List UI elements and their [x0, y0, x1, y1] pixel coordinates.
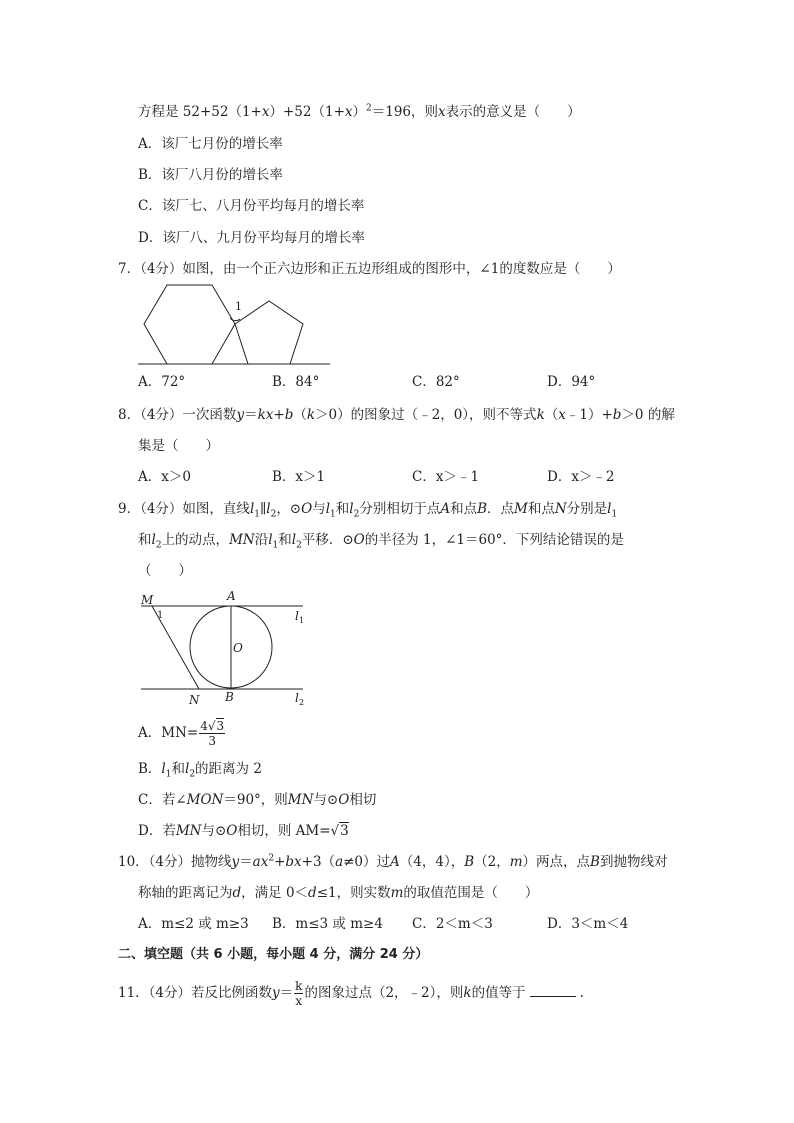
answer-blank[interactable]: [530, 983, 576, 997]
q7-figure: [130, 280, 335, 370]
q6-stem: 方程是 $52+52(1+x)+52(1+x)^2=196$，则x表示的意义是（ ）: [138, 103, 581, 120]
q7-option-a: A．72°: [138, 374, 186, 390]
q7-stem: 7．（4分）如图，由一个正六边形和正五边形组成的图形中，∠1的度数应是（ ）: [118, 261, 621, 277]
q8-stem-line2: 集是（ ）: [138, 438, 219, 454]
q9-label-m: M: [141, 593, 154, 607]
q6-option-c: C．该厂七、八月份平均每月的增长率: [138, 198, 365, 214]
q9-label-n: N: [189, 693, 200, 707]
q9-label-one: 1: [157, 610, 164, 621]
q9-option-d: D．若MN与⊙O相切，则 AM=√3: [138, 823, 349, 839]
q10-option-c: C．2＜m＜3: [412, 916, 493, 932]
q7-hexagon: [144, 285, 235, 364]
q11-stem: 11．（4分）若反比例函数y＝ $\frac{k}{x}$ 的图象过点（2，﹣2），则k的值等于 .: [118, 979, 584, 1008]
q9-option-a: A．MN= $\frac{4√3}{3}$: [138, 719, 225, 748]
q8-option-c: C．x＞﹣1: [412, 469, 480, 485]
q9-label-o: O: [233, 641, 243, 655]
q6-option-a: A．该厂七月份的增长率: [138, 136, 283, 152]
q9-label-l2-sub: 2: [299, 698, 305, 707]
q10-option-d: D．3＜m＜4: [547, 916, 629, 932]
q9-option-b: B．$l_1$和$l_2$的距离为 2: [138, 761, 262, 780]
q9-stem-line1: 9．（4分）如图，直线$l_1\parallel l_2$，⊙O与$l_1$和$l_2$分别相切于点A和点B．点M和点N分别是$l_1$: [118, 501, 618, 520]
q10-stem-line1: 10．（4分）抛物线$y=ax^2+bx+3(a\ne 0)$过A（4，4），B（2，m）两点，点B到抛物线对: [118, 853, 668, 870]
q10-option-a: A．m≤2 或 m≥3: [138, 916, 249, 932]
q8-option-d: D．x＞﹣2: [547, 469, 615, 485]
q9-option-c: C．若∠MON＝90°，则MN与⊙O相切: [138, 792, 377, 808]
q7-option-d: D．94°: [547, 374, 596, 390]
q9-label-b: B: [225, 690, 234, 704]
q7-angle-label: 1: [235, 300, 242, 313]
q9-figure: [135, 586, 315, 708]
q9-stem-line2: 和$l_2$上的动点，MN沿$l_1$和$l_2$平移．⊙O的半径为 1，∠1＝60°．下列结论错误的是: [138, 532, 624, 551]
q9-label-l2: l: [295, 691, 299, 705]
q9-label-l1: l: [295, 609, 299, 623]
q6-option-d: D．该厂八、九月份平均每月的增长率: [138, 230, 365, 246]
q9-label-l1-sub: 1: [299, 616, 305, 625]
q7-pentagon: [235, 301, 303, 364]
q9-label-a: A: [227, 589, 236, 603]
q8-option-b: B．x＞1: [272, 469, 326, 485]
q6-option-b: B．该厂八月份的增长率: [138, 167, 283, 183]
q7-option-c: C．82°: [412, 374, 460, 390]
q10-option-b: B．m≤3 或 m≥4: [272, 916, 383, 932]
q7-option-b: B．84°: [272, 374, 320, 390]
q8-option-a: A．x＞0: [138, 469, 191, 485]
q8-stem-line1: 8．（4分）一次函数y＝kx+b（k＞0）的图象过（﹣2，0），则不等式k（x﹣1）+b＞0 的解: [118, 407, 675, 423]
q10-stem-line2: 称轴的距离记为d，满足 0＜d≤1，则实数m的取值范围是（ ）: [138, 885, 539, 901]
q9-stem-line3: （ ）: [138, 563, 192, 579]
section-heading: 二、填空题（共 6 小题，每小题 4 分，满分 24 分）: [118, 947, 429, 962]
